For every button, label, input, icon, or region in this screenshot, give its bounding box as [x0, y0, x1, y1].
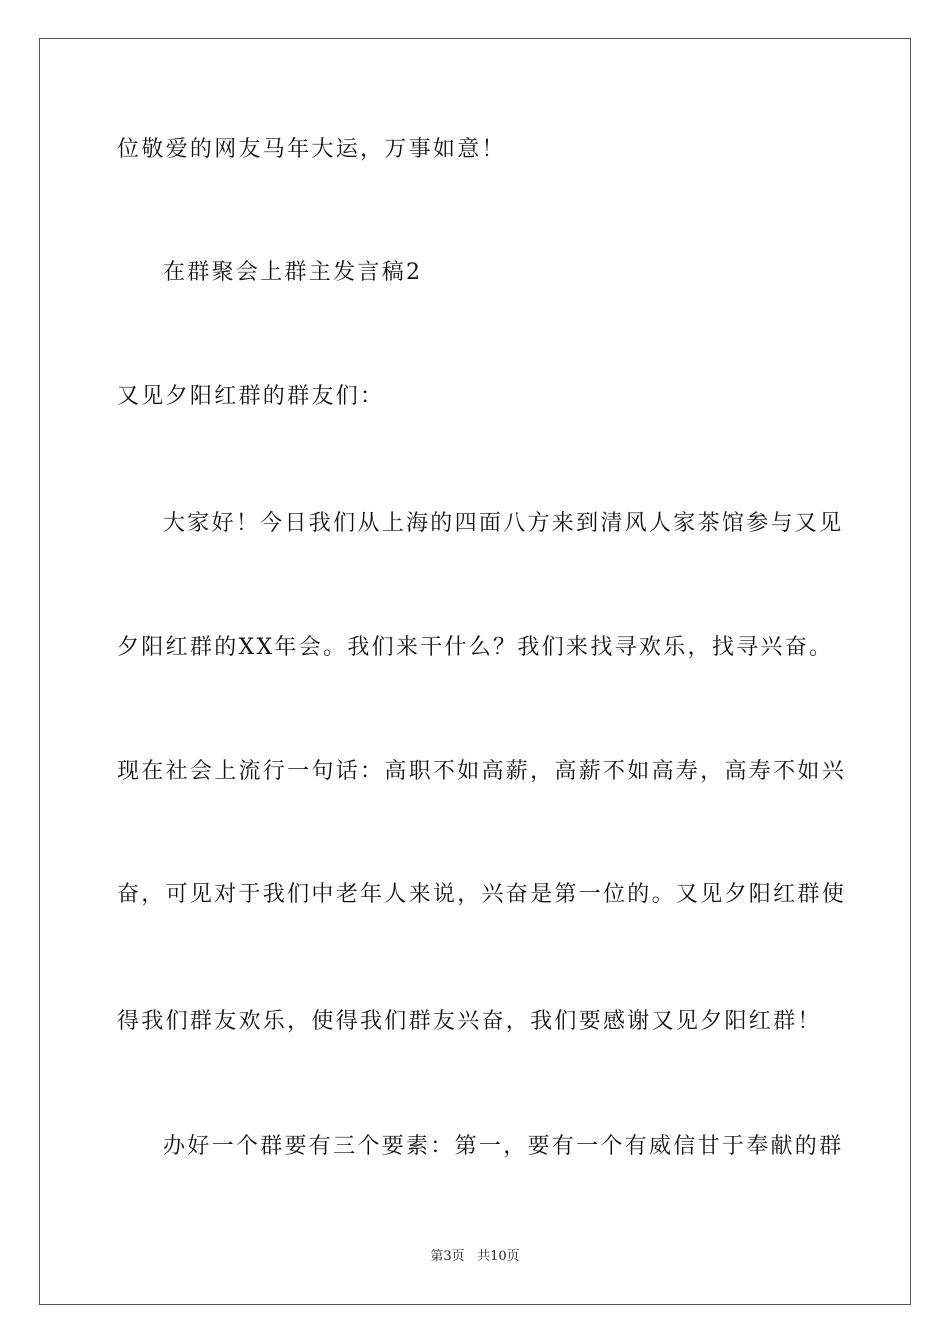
page-footer	[0, 1248, 950, 1266]
text-line-4: 大家好！今日我们从上海的四面八方来到清风人家茶馆参与又见	[163, 511, 844, 536]
page-border	[39, 38, 911, 1305]
salutation-line: 又见夕阳红群的群友们：	[117, 384, 385, 409]
text-line-5: 夕阳红群的XX年会。我们来干什么？我们来找寻欢乐，找寻兴奋。	[117, 635, 834, 660]
page-total: 共10页	[477, 1249, 520, 1264]
page-number: 第3页	[430, 1249, 465, 1264]
section-heading: 在群聚会上群主发言稿2	[163, 260, 423, 285]
text-line-1: 位敬爱的网友马年大运，万事如意！	[117, 137, 506, 162]
text-line-7: 奋，可见对于我们中老年人来说，兴奋是第一位的。又见夕阳红群使	[117, 882, 847, 907]
text-line-9: 办好一个群要有三个要素：第一，要有一个有威信甘于奉献的群	[163, 1134, 844, 1159]
text-line-8: 得我们群友欢乐，使得我们群友兴奋，我们要感谢又见夕阳红群！	[117, 1009, 822, 1034]
text-line-6: 现在社会上流行一句话：高职不如高薪，高薪不如高寿，高寿不如兴	[117, 759, 847, 784]
